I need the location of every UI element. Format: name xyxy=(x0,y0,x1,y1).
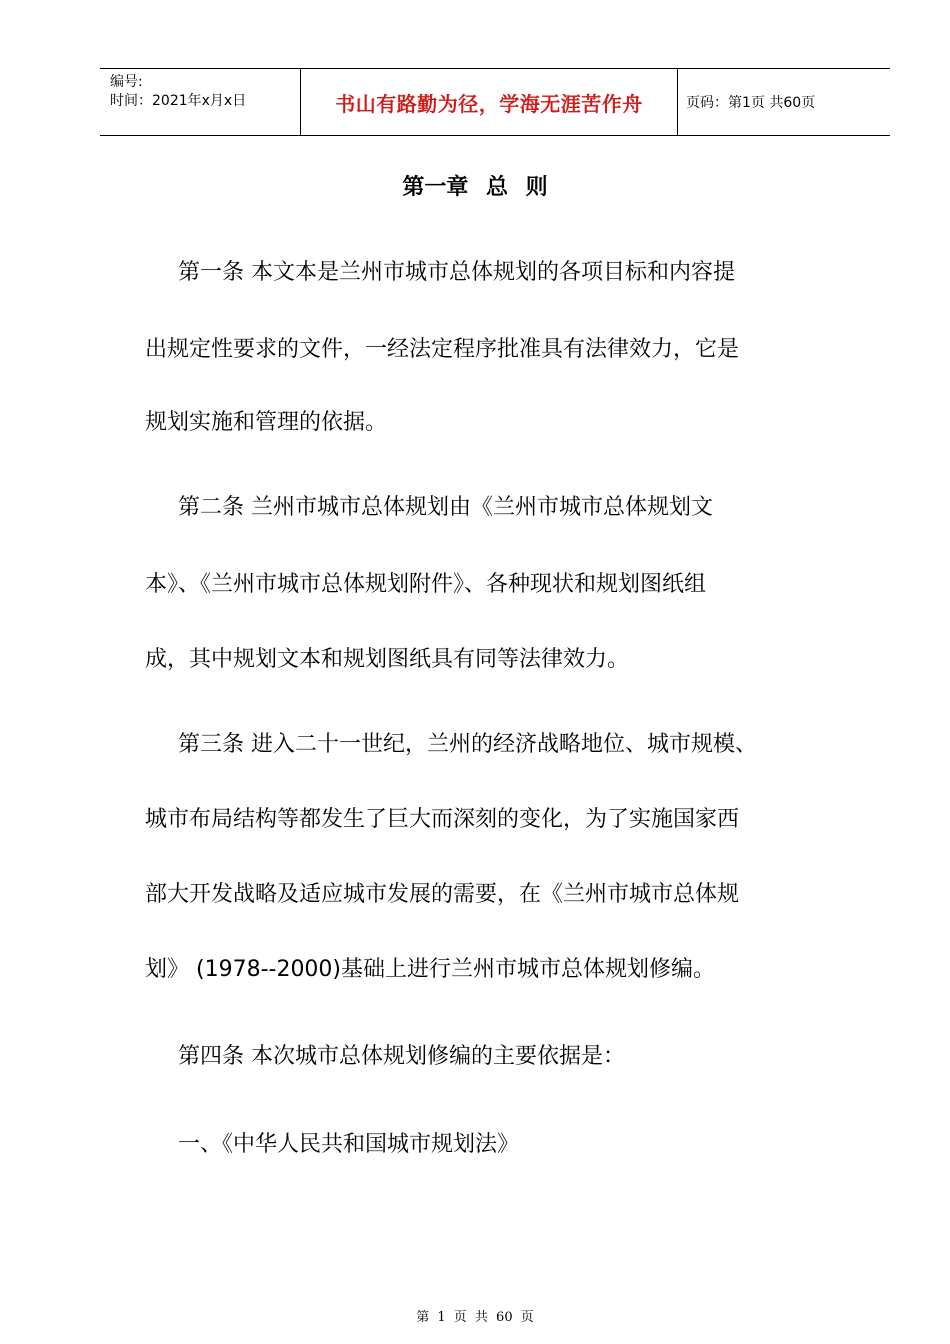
page-footer: 第 1 页 共 60 页 xyxy=(416,1310,534,1325)
paragraph-line: 部大开发战略及适应城市发展的需要，在《兰州市城市总体规 xyxy=(145,882,740,907)
paragraph-line: 城市布局结构等都发生了巨大而深刻的变化，为了实施国家西 xyxy=(145,807,740,832)
chapter-title: 第一章 总 则 xyxy=(402,174,548,200)
paragraph-line: 第四条 本次城市总体规划修编的主要依据是： xyxy=(178,1044,625,1069)
paragraph-line: 第三条 进入二十一世纪，兰州的经济战略地位、城市规模、 xyxy=(178,732,757,757)
header-page-info: 页码：第1页 共60页 xyxy=(686,95,816,111)
paragraph-line: 出规定性要求的文件，一经法定程序批准具有法律效力，它是 xyxy=(145,337,740,362)
paragraph-line: 一、《中华人民共和国城市规划法》 xyxy=(178,1132,520,1157)
paragraph-line: 划》 (1978--2000)基础上进行兰州市城市总体规划修编。 xyxy=(145,957,716,982)
paragraph-line: 第二条 兰州市城市总体规划由《兰州市城市总体规划文 xyxy=(178,495,713,520)
document-header xyxy=(100,68,890,136)
header-motto: 书山有路勤为径，学海无涯苦作舟 xyxy=(301,69,678,135)
date-label: 时间：2021年x月x日 xyxy=(110,93,247,109)
paragraph-line: 本》、《兰州市城市总体规划附件》、各种现状和规划图纸组 xyxy=(145,572,707,597)
paragraph-line: 规划实施和管理的依据。 xyxy=(145,410,388,435)
serial-number-label: 编号: xyxy=(110,74,143,90)
header-meta xyxy=(100,69,301,135)
paragraph-line: 第一条 本文本是兰州市城市总体规划的各项目标和内容提 xyxy=(178,260,735,285)
paragraph-line: 成，其中规划文本和规划图纸具有同等法律效力。 xyxy=(145,647,630,672)
